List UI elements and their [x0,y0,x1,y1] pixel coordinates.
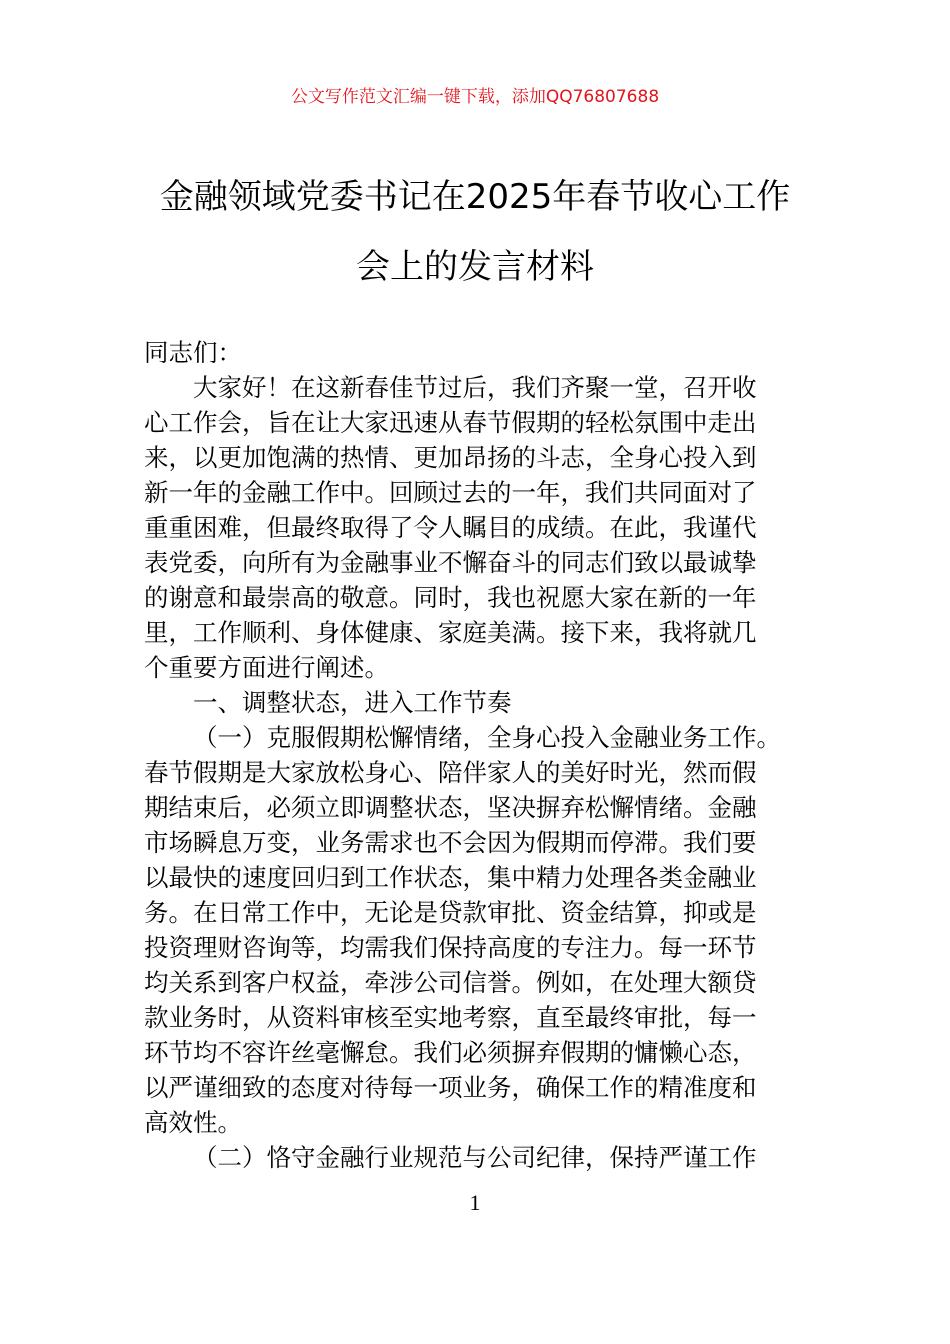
document-title-line-2: 会上的发言材料 [356,247,594,287]
document-title-line-1: 金融领域党委书记在2025年春节收心工作 [159,177,791,217]
paragraph-line: 均关系到客户权益，牵涉公司信誉。例如，在处理大额贷 [144,968,757,997]
paragraph-line: 心工作会，旨在让大家迅速从春节假期的轻松氛围中走出 [144,408,757,437]
document-body [144,335,819,1175]
paragraph-line: 款业务时，从资料审核至实地考察，直至最终审批，每一 [144,1003,757,1032]
section-heading: 一、调整状态，进入工作节奏 [193,688,512,717]
paragraph-line: 环节均不容许丝毫懈怠。我们必须摒弃假期的慵懒心态， [144,1038,757,1067]
paragraph-line: 里，工作顺利、身体健康、家庭美满。接下来，我将就几 [144,618,757,647]
page-number: 1 [469,1190,481,1215]
paragraph-line: 表党委，向所有为金融事业不懈奋斗的同志们致以最诚挚 [144,548,757,577]
paragraph-line: 的谢意和最崇高的敬意。同时，我也祝愿大家在新的一年 [144,583,757,612]
salutation: 同志们： [144,338,242,367]
download-notice: 公文写作范文汇编一键下载，添加QQ76807688 [290,87,660,107]
paragraph-line: 期结束后，必须立即调整状态，坚决摒弃松懈情绪。金融 [144,793,757,822]
paragraph-line: 市场瞬息万变，业务需求也不会因为假期而停滞。我们要 [144,828,757,857]
paragraph-line: 个重要方面进行阐述。 [144,653,389,682]
paragraph-line: 务。在日常工作中，无论是贷款审批、资金结算，抑或是 [144,898,757,927]
subsection-heading: （二）恪守金融行业规范与公司纪律，保持严谨工作 [193,1143,757,1172]
paragraph-line: 以最快的速度回归到工作状态，集中精力处理各类金融业 [144,863,757,892]
subsection-heading: （一）克服假期松懈情绪，全身心投入金融业务工作。 [193,723,781,752]
paragraph-line: 高效性。 [144,1108,242,1137]
paragraph-line: 投资理财咨询等，均需我们保持高度的专注力。每一环节 [144,933,757,962]
paragraph-line: 以严谨细致的态度对待每一项业务，确保工作的精准度和 [144,1073,757,1102]
paragraph-line: 新一年的金融工作中。回顾过去的一年，我们共同面对了 [144,478,757,507]
paragraph-line: 大家好！在这新春佳节过后，我们齐聚一堂，召开收 [193,373,757,402]
paragraph-line: 来，以更加饱满的热情、更加昂扬的斗志，全身心投入到 [144,443,757,472]
paragraph-line: 春节假期是大家放松身心、陪伴家人的美好时光，然而假 [144,758,757,787]
paragraph-line: 重重困难，但最终取得了令人瞩目的成绩。在此，我谨代 [144,513,757,542]
